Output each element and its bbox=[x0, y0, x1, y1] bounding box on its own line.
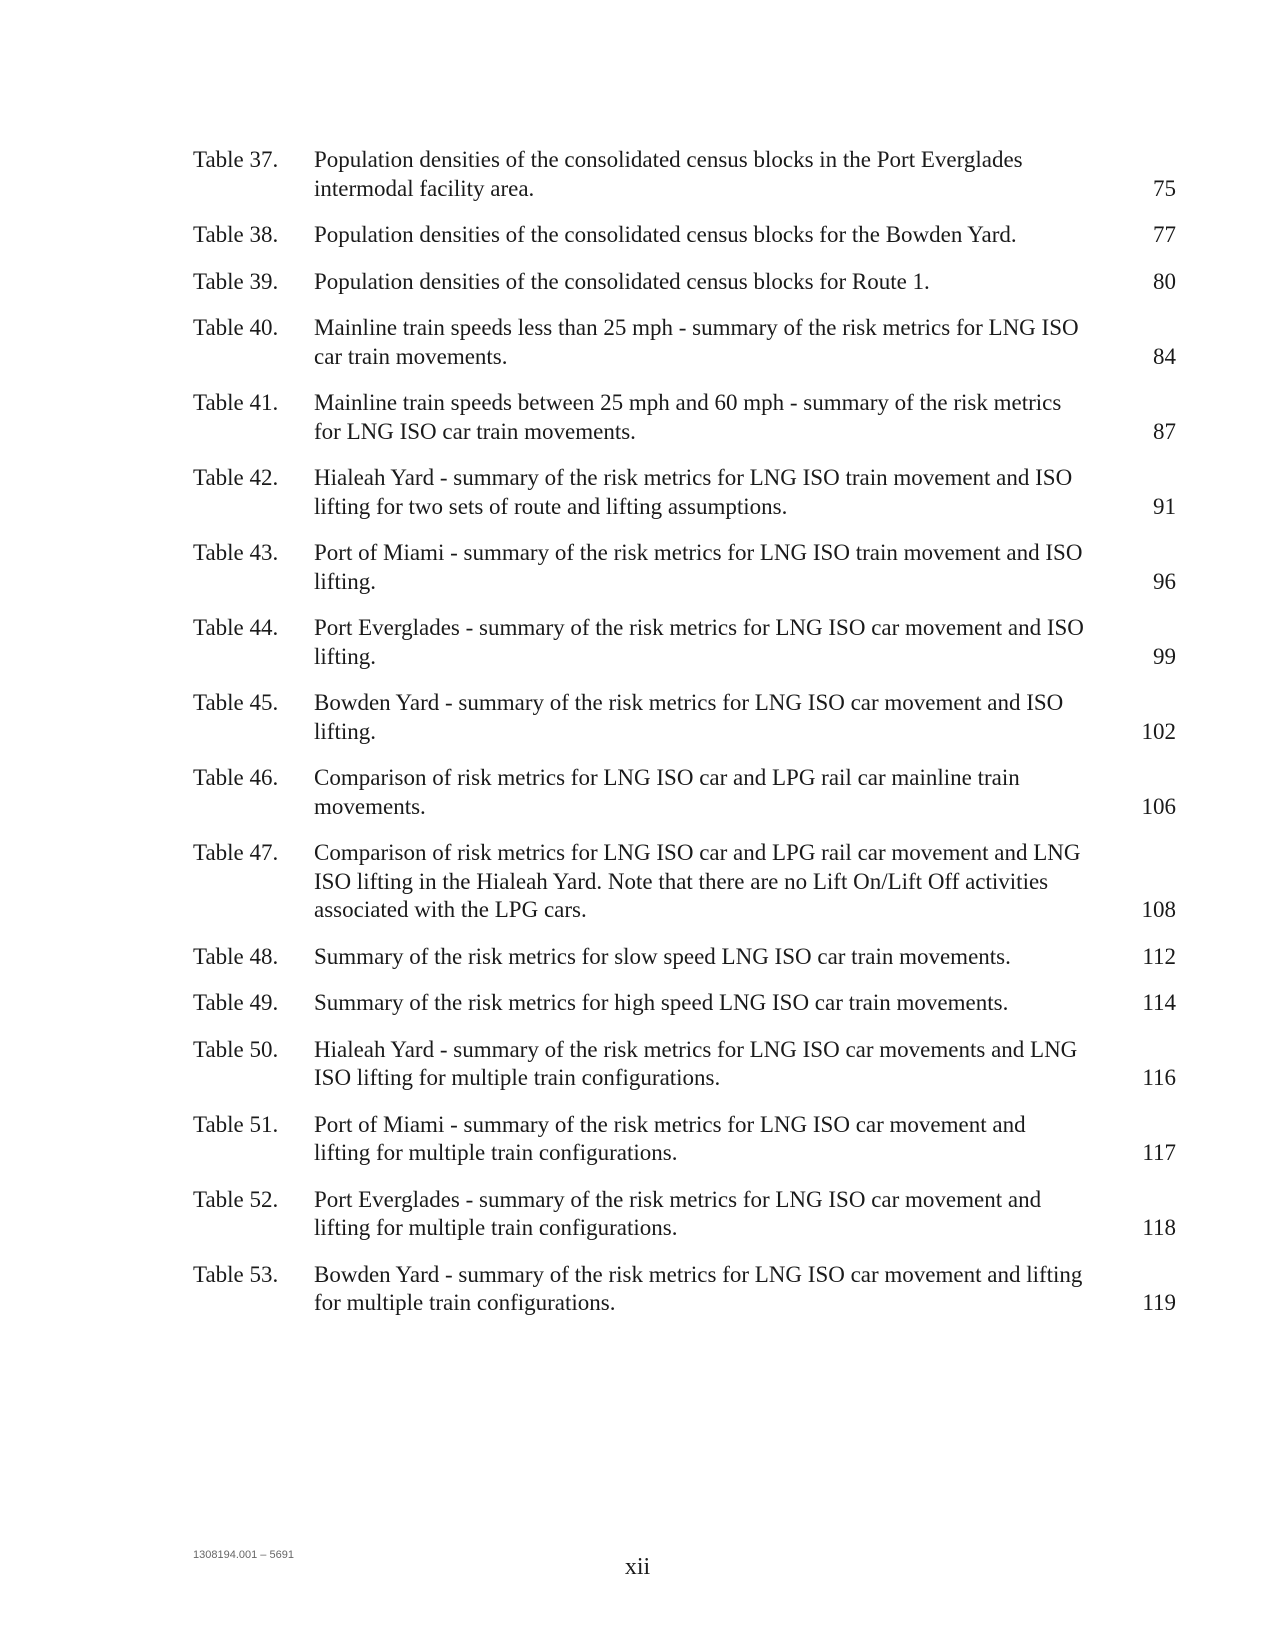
toc-entry-label: Table 50. bbox=[193, 1036, 279, 1062]
toc-entry-caption: Port of Miami - summary of the risk metrics for LNG ISO car movement and lifting for multiple train configurations. bbox=[314, 1111, 1026, 1165]
toc-entry-caption: Mainline train speeds less than 25 mph - summary of the risk metrics for LNG ISO car train movements. bbox=[314, 315, 1079, 369]
toc-entry bbox=[0, 221, 1275, 250]
page-number: xii bbox=[624, 1554, 651, 1580]
toc-entry-label: Table 43. bbox=[193, 540, 279, 565]
toc-entry bbox=[0, 1036, 1275, 1093]
toc-entry bbox=[0, 839, 1275, 925]
toc-entry-page: 96 bbox=[1153, 568, 1176, 594]
toc-entry bbox=[0, 146, 1275, 203]
toc-entry-page: 99 bbox=[1153, 643, 1176, 669]
toc-entry bbox=[0, 539, 1275, 596]
toc-entry-caption: Hialeah Yard - summary of the risk metrics for LNG ISO train movement and ISO lifting for two sets of route and lifting assumptions. bbox=[314, 465, 1073, 519]
toc-entry bbox=[0, 464, 1275, 521]
toc-entry bbox=[0, 1186, 1275, 1243]
toc-entry bbox=[0, 943, 1275, 972]
toc-entry-label: Table 42. bbox=[193, 465, 279, 490]
toc-entry-label: Table 52. bbox=[193, 1186, 279, 1212]
toc-entry-label: Table 45. bbox=[193, 690, 279, 715]
toc-entry-caption: Population densities of the consolidated census blocks for the Bowden Yard. bbox=[314, 222, 1017, 247]
toc-entry bbox=[0, 764, 1275, 821]
toc-entry bbox=[0, 1111, 1275, 1168]
toc-entry-caption: Bowden Yard - summary of the risk metrics for LNG ISO car movement and lifting for multiple train configurations. bbox=[314, 1261, 1083, 1315]
toc-entry-caption: Population densities of the consolidated census blocks for Route 1. bbox=[314, 268, 930, 294]
toc-entry-page: 116 bbox=[1142, 1065, 1176, 1090]
toc-entry-label: Table 44. bbox=[193, 615, 279, 640]
toc-entry-label: Table 39. bbox=[193, 268, 279, 294]
toc-entry-label: Table 48. bbox=[193, 943, 279, 969]
toc-entry bbox=[0, 314, 1275, 371]
toc-entry bbox=[0, 989, 1275, 1018]
toc-entry-page: 75 bbox=[1153, 175, 1176, 201]
toc-entry bbox=[0, 389, 1275, 446]
toc-entry-label: Table 40. bbox=[193, 315, 279, 340]
toc-entry-label: Table 51. bbox=[193, 1111, 279, 1137]
toc-entry-caption: Bowden Yard - summary of the risk metrics for LNG ISO car movement and ISO lifting. bbox=[314, 690, 1064, 744]
toc-entry-page: 84 bbox=[1153, 343, 1176, 369]
toc-entry-label: Table 41. bbox=[193, 390, 279, 415]
toc-entry-page: 102 bbox=[1141, 718, 1176, 744]
toc-entry-caption: Comparison of risk metrics for LNG ISO car and LPG rail car movement and LNG ISO lifting in the Hialeah Yard. Note that there are no Lift On/Lift Off activities associated with the LPG cars. bbox=[314, 840, 1081, 922]
toc-entry-caption: Port Everglades - summary of the risk metrics for LNG ISO car movement and ISO lifting. bbox=[314, 615, 1084, 669]
toc-entry-page: 108 bbox=[1141, 897, 1176, 922]
toc-entry bbox=[0, 268, 1275, 297]
toc-entry-page: 117 bbox=[1142, 1140, 1176, 1165]
toc-entry-page: 112 bbox=[1142, 943, 1176, 969]
toc-entry-page: 118 bbox=[1142, 1215, 1176, 1240]
toc-entry-caption: Summary of the risk metrics for high speed LNG ISO car train movements. bbox=[314, 990, 1009, 1015]
toc-entry-page: 77 bbox=[1153, 222, 1176, 247]
toc-entry-page: 87 bbox=[1153, 418, 1176, 444]
toc-entry-page: 119 bbox=[1142, 1290, 1176, 1315]
toc-entry-caption: Comparison of risk metrics for LNG ISO car and LPG rail car mainline train movements. bbox=[314, 765, 1020, 819]
toc-entry-label: Table 38. bbox=[193, 222, 279, 247]
toc-entry-page: 114 bbox=[1142, 990, 1176, 1015]
toc-entry-caption: Mainline train speeds between 25 mph and 60 mph - summary of the risk metrics for LNG ISO car train movements. bbox=[314, 390, 1062, 444]
document-id: 1308194.001 – 5691 bbox=[193, 1549, 294, 1561]
toc-entry-caption: Population densities of the consolidated census blocks in the Port Everglades intermodal facility area. bbox=[314, 147, 1023, 201]
toc-entry-caption: Port of Miami - summary of the risk metrics for LNG ISO train movement and ISO lifting. bbox=[314, 540, 1083, 594]
toc-entry-caption: Hialeah Yard - summary of the risk metrics for LNG ISO car movements and LNG ISO lifting for multiple train configurations. bbox=[314, 1036, 1078, 1090]
toc-entry-label: Table 47. bbox=[193, 840, 279, 865]
toc-entry bbox=[0, 689, 1275, 746]
toc-entry-caption: Port Everglades - summary of the risk metrics for LNG ISO car movement and lifting for multiple train configurations. bbox=[314, 1186, 1042, 1240]
toc-entry-label: Table 46. bbox=[193, 765, 279, 790]
toc-entry-label: Table 49. bbox=[193, 990, 279, 1015]
toc-entry-page: 106 bbox=[1141, 793, 1176, 819]
toc-entry bbox=[0, 1261, 1275, 1318]
toc-entry-label: Table 37. bbox=[193, 147, 279, 172]
toc-entry-page: 80 bbox=[1153, 268, 1176, 294]
list-of-tables bbox=[0, 146, 1275, 1336]
toc-entry-page: 91 bbox=[1153, 493, 1176, 519]
toc-entry bbox=[0, 614, 1275, 671]
toc-entry-caption: Summary of the risk metrics for slow speed LNG ISO car train movements. bbox=[314, 943, 1011, 969]
toc-entry-label: Table 53. bbox=[193, 1261, 279, 1287]
